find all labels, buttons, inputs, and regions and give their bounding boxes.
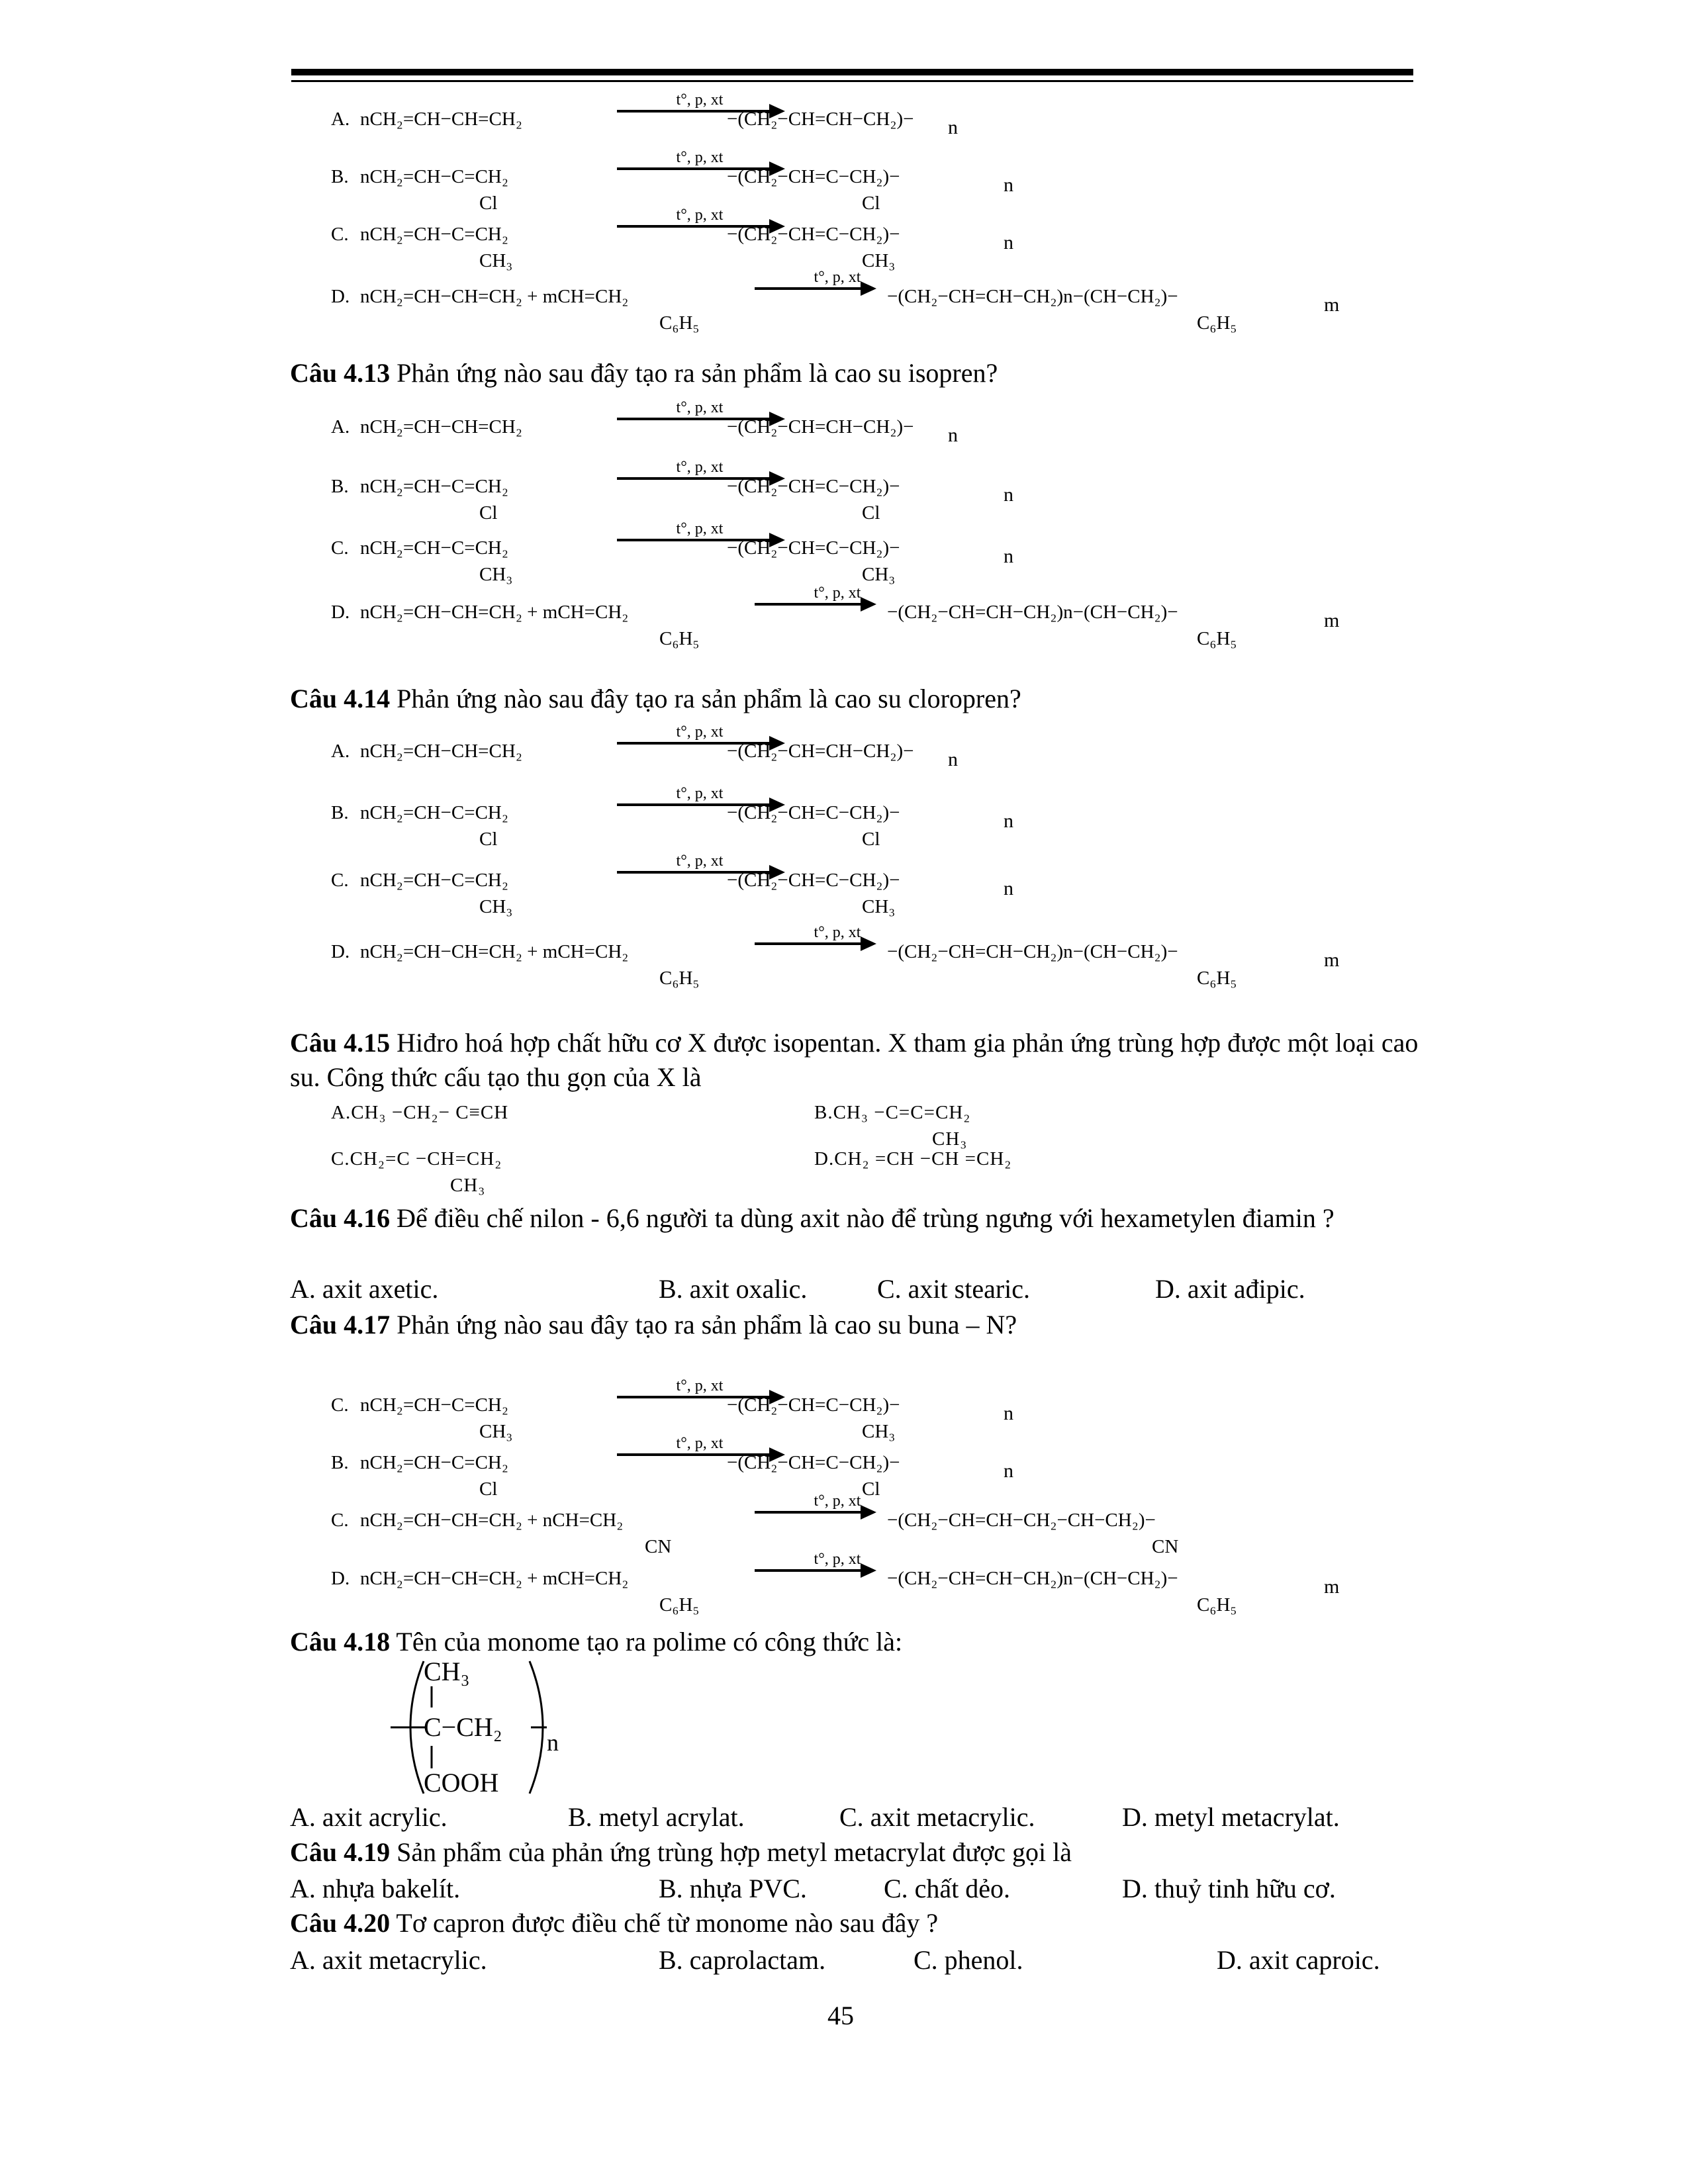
q418-option-d: D. metyl metacrylat. [1122,1802,1340,1832]
q416-option-c: C. axit stearic. [877,1274,1031,1304]
page-number: 45 [827,2001,854,2030]
q413-reaction-d: D. nCH₂=CH−CH=CH₂ + mCH=CH₂ C₆H₅ t°, p, xt −(CH₂−CH=CH−CH₂)n−(CH−CH₂)− C₆H₅ m [331,584,1340,649]
q414-reaction-c: C. nCH₂=CH−C=CH₂ CH₃ t°, p, xt −(CH₂−CH=C−CH₂)− CH₃ n [331,852,1013,917]
q415-option-a: A.CH₃ −CH₂− C≡CH [331,1102,509,1123]
q416-option-d: D. axit ađipic. [1155,1274,1305,1304]
header-rule-thick [291,69,1413,75]
reaction-arrow [755,287,874,290]
q417-reaction-c: C. nCH₂=CH−CH=CH₂ + nCH=CH₂ CN t°, p, xt −(CH₂−CH=CH−CH₂−CH−CH₂)− CN [331,1492,1179,1557]
q415-option-c-branch: CH₃ [450,1175,486,1196]
reaction-option-a: A. nCH₂=CH−CH=CH₂ t°, p, xt −(CH₂−CH=CH−CH₂)− n [331,91,958,138]
q419-option-c: C. chất dẻo. [884,1874,1011,1903]
q414-reaction-b: B. nCH₂=CH−C=CH₂ Cl t°, p, xt −(CH₂−CH=C−CH₂)− Cl n [331,785,1013,850]
q420-option-c: C. phenol. [914,1945,1023,1975]
question-4-14: Câu 4.14 Phản ứng nào sau đây tạo ra sản phẩm là cao su cloropren? [290,684,1021,713]
question-4-16: Câu 4.16 Để điều chế nilon - 6,6 người ta dùng axit nào để trùng ngưng với hexametylen điamin ? [290,1203,1335,1233]
q417-reaction-d: D. nCH₂=CH−CH=CH₂ + mCH=CH₂ C₆H₅ t°, p, xt −(CH₂−CH=CH−CH₂)n−(CH−CH₂)− C₆H₅ m [331,1551,1340,1615]
q420-option-a: A. axit metacrylic. [290,1945,487,1975]
q415-option-d: D.CH₂ =CH −CH =CH₂ [814,1148,1012,1169]
q413-reaction-b: B. nCH₂=CH−C=CH₂ Cl t°, p, xt −(CH₂−CH=C−CH₂)− Cl n [331,459,1013,523]
question-4-13: Câu 4.13 Phản ứng nào sau đây tạo ra sản phẩm là cao su isopren? [290,358,998,388]
reaction-arrow [755,1511,874,1514]
reaction-option-c: C. nCH₂=CH−C=CH₂ CH₃ t°, p, xt −(CH₂−CH=C−CH₂)− CH₃ n [331,206,1013,271]
q416-option-a: A. axit axetic. [290,1274,439,1304]
q413-reaction-c: C. nCH₂=CH−C=CH₂ CH₃ t°, p, xt −(CH₂−CH=C−CH₂)− CH₃ n [331,520,1013,585]
question-4-17: Câu 4.17 Phản ứng nào sau đây tạo ra sản phẩm là cao su buna – N? [290,1310,1017,1340]
q417-reaction-a: C. nCH₂=CH−C=CH₂ CH₃ t°, p, xt −(CH₂−CH=C−CH₂)− CH₃ n [331,1377,1013,1442]
header-rule-thin [291,80,1413,82]
q420-option-d: D. axit caproic. [1217,1945,1380,1975]
q418-option-b: B. metyl acrylat. [568,1802,745,1832]
q414-reaction-d: D. nCH₂=CH−CH=CH₂ + mCH=CH₂ C₆H₅ t°, p, xt −(CH₂−CH=CH−CH₂)n−(CH−CH₂)− C₆H₅ m [331,924,1340,989]
q419-option-d: D. thuỷ tinh hữu cơ. [1122,1874,1336,1903]
polymer-structure: CH₃ C−CH₂ n COOH [391,1655,576,1800]
question-4-15: Câu 4.15 Hiđro hoá hợp chất hữu cơ X được isopentan. X tham gia phản ứng trùng hợp được một loại cao su. Công thức cấu tạo thu gọn của X là [290,1028,1419,1092]
q420-option-b: B. caprolactam. [659,1945,826,1975]
q418-option-a: A. axit acrylic. [290,1802,447,1832]
q417-reaction-b: B. nCH₂=CH−C=CH₂ Cl t°, p, xt −(CH₂−CH=C−CH₂)− Cl n [331,1435,1013,1500]
reaction-option-d: D. nCH₂=CH−CH=CH₂ + mCH=CH₂ C₆H₅ t°, p, xt −(CH₂−CH=CH−CH₂)n−(CH−CH₂)− C₆H₅ m [331,269,1340,334]
q419-option-a: A. nhựa bakelít. [290,1874,461,1903]
reaction-arrow [755,603,874,606]
q418-option-c: C. axit metacrylic. [839,1802,1035,1832]
q413-reaction-a: A. nCH₂=CH−CH=CH₂ t°, p, xt −(CH₂−CH=CH−CH₂)− n [331,399,958,446]
question-4-19: Câu 4.19 Sản phẩm của phản ứng trùng hợp metyl metacrylat được gọi là [290,1837,1072,1867]
q415-option-b-branch: CH₃ [932,1128,968,1150]
reaction-option-b: B. nCH₂=CH−C=CH₂ Cl t°, p, xt −(CH₂−CH=C−CH₂)− Cl n [331,149,1013,214]
q415-option-b: B.CH₃ −C=C=CH₂ [814,1102,971,1123]
q416-option-b: B. axit oxalic. [659,1274,808,1304]
question-4-18: Câu 4.18 Tên của monome tạo ra polime có công thức là: [290,1627,903,1657]
q414-reaction-a: A. nCH₂=CH−CH=CH₂ t°, p, xt −(CH₂−CH=CH−CH₂)− n [331,723,958,770]
reaction-arrow [755,1569,874,1572]
question-4-20: Câu 4.20 Tơ capron được điều chế từ monome nào sau đây ? [290,1908,939,1938]
reaction-arrow [755,942,874,945]
q419-option-b: B. nhựa PVC. [659,1874,807,1903]
q415-option-c: C.CH₂=C −CH=CH₂ [331,1148,502,1169]
